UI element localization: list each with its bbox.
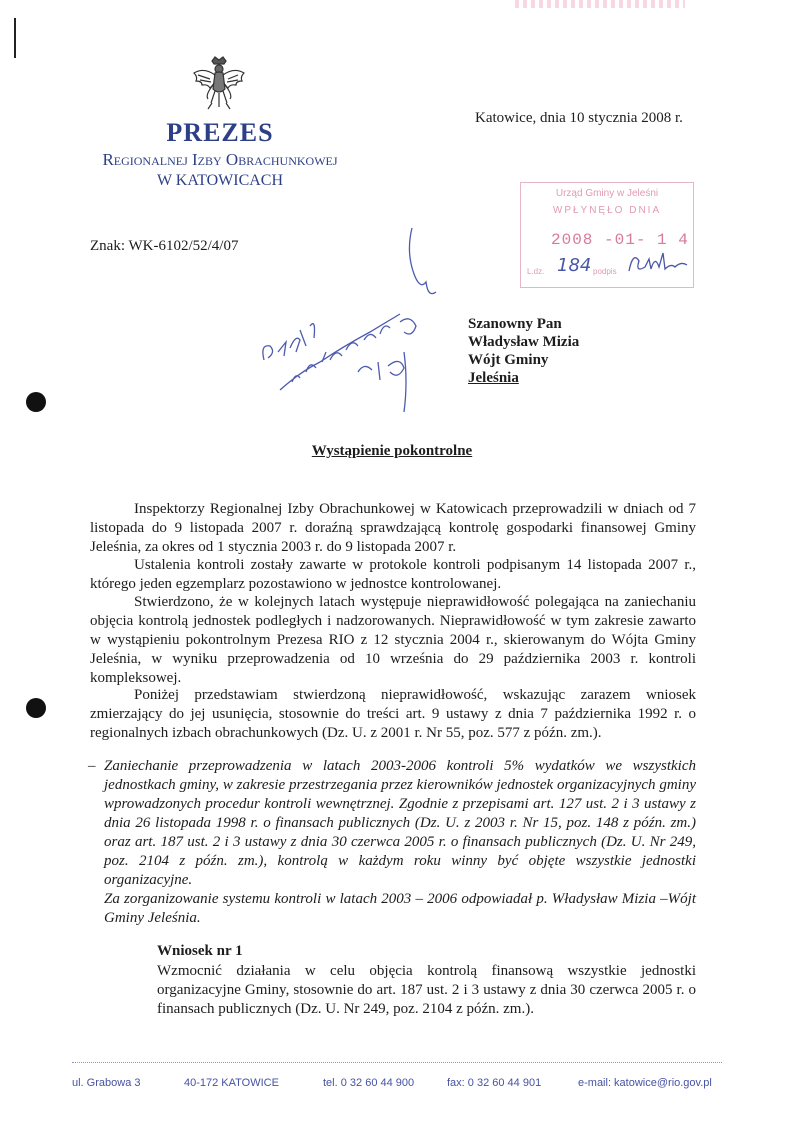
stamp-ldz-label: L.dz. xyxy=(527,267,545,276)
footer-phone: tel. 0 32 60 44 900 xyxy=(323,1077,415,1089)
stamp-signature-label: podpis xyxy=(593,267,617,276)
reference-number: Znak: WK-6102/52/4/07 xyxy=(90,238,239,254)
footer-city: 40-172 KATOWICE xyxy=(184,1077,279,1089)
footer-fax: fax: 0 32 60 44 901 xyxy=(447,1077,542,1089)
footer-email: e-mail: katowice@rio.gov.pl xyxy=(578,1077,712,1089)
letterhead-city: W KATOWICACH xyxy=(156,172,284,189)
addressee-greeting: Szanowny Pan xyxy=(468,316,562,332)
footer-divider xyxy=(72,1062,722,1063)
document-title: Wystąpienie pokontrolne xyxy=(311,443,473,459)
stamp-received: WPŁYNĘŁO DNIA xyxy=(552,205,662,216)
addressee-position: Wójt Gminy xyxy=(468,352,549,368)
recommendation-text: Wzmocnić działania w celu objęcia kontrolą finansową wszystkie jednostki organizacyjne Gminy, stosownie do art. 187 ust. 2 i 3 ustawy z dnia 30 czerwca 2005 r. o finansach publicznych (Dz. U. Nr 249, poz. 2104 z późn. zm.). xyxy=(157,963,696,1017)
letter-date: Katowice, dnia 10 stycznia 2008 r. xyxy=(475,110,683,126)
paragraph-3: Stwierdzono, że w kolejnych latach występuje nieprawidłowość polegająca na zaniechaniu objęcia kontrolą jednostek podległych i nadzorowanych. Nieprawidłowość w tym zakresie zawarto w wystąpieniu pokontrolnym Prezesa RIO z 12 stycznia 2004 r., skierowanym do Wójta Gminy Jeleśnia, w wyniku przeprowadzenia od 10 września do 29 października 2003 r. kontroli kompleksowej. xyxy=(90,594,696,686)
punch-hole-mark xyxy=(26,698,46,718)
stamp-signature xyxy=(625,247,691,277)
top-edge-mark xyxy=(515,0,685,8)
margin-mark xyxy=(14,18,16,58)
stamp-date: 2008 -01- 1 4 xyxy=(551,231,689,249)
letterhead-subtitle: Regionalnej Izby Obrachunkowej xyxy=(102,150,338,169)
receipt-stamp xyxy=(520,182,694,288)
paragraph-4: Poniżej przedstawiam stwierdzoną nieprawidłowość, wskazując zarazem wniosek zmierzający do jej usunięcia, stosownie do treści art. 9 ustawy z dnia 7 października 1992 r. o regionalnych izbach obrachunkowych (Dz. U. z 2001 r. Nr 55, poz. 577 z późn. zm.). xyxy=(90,687,696,741)
punch-hole-mark xyxy=(26,392,46,412)
paragraph-1: Inspektorzy Regionalnej Izby Obrachunkowej w Katowicach przeprowadzili w dniach od 7 listopada do 9 listopada 2007 r. doraźną sprawdzającą kontrolę gospodarki finansowej Gminy Jeleśnia, za okres od 1 stycznia 2003 r. do 9 listopada 2007 r. xyxy=(90,501,696,555)
finding-text: Zaniechanie przeprowadzenia w latach 2003-2006 kontroli 5% wydatków we wszystkich jednostkach gminy, w zakresie przestrzegania przez kierowników jednostek organizacyjnych gminy wprowadzonych procedur kontroli wewnętrznej. Zgodnie z przepisami art. 127 ust. 2 i 3 ustawy z dnia 26 listopada 1998 r. o finansach publicznych (Dz. U. z 2003 r. Nr 15, poz. 148 z późn. zm.) oraz art. 187 ust. 2 i 3 ustawy z dnia 30 czerwca 2005 r. o finansach publicznych (Dz. U. Nr 249, poz. 2104 z późn. zm.), kontrolą w każdym roku winny być objęte wszystkie jednostki organizacyjne. xyxy=(104,758,696,888)
footer-street: ul. Grabowa 3 xyxy=(72,1077,141,1089)
handwritten-annotation xyxy=(240,222,460,422)
eagle-emblem-icon xyxy=(190,55,248,115)
letterhead-title: PREZES xyxy=(166,118,274,147)
finding-responsibility: Za zorganizowanie systemu kontroli w latach 2003 – 2006 odpowiadał p. Władysław Mizia –Wójt Gminy Jeleśnia. xyxy=(104,891,696,926)
recommendation-title: Wniosek nr 1 xyxy=(157,943,243,959)
addressee-name: Władysław Mizia xyxy=(468,334,580,350)
stamp-office: Urząd Gminy w Jeleśni xyxy=(555,188,659,199)
addressee-location: Jeleśnia xyxy=(468,370,519,386)
stamp-number: 184 xyxy=(557,255,592,276)
list-dash: – xyxy=(88,758,96,774)
finding-item xyxy=(88,757,696,928)
paragraph-2: Ustalenia kontroli zostały zawarte w protokole kontroli podpisanym 14 listopada 2007 r., którego jeden egzemplarz pozostawiono w jednostce kontrolowanej. xyxy=(90,557,696,592)
